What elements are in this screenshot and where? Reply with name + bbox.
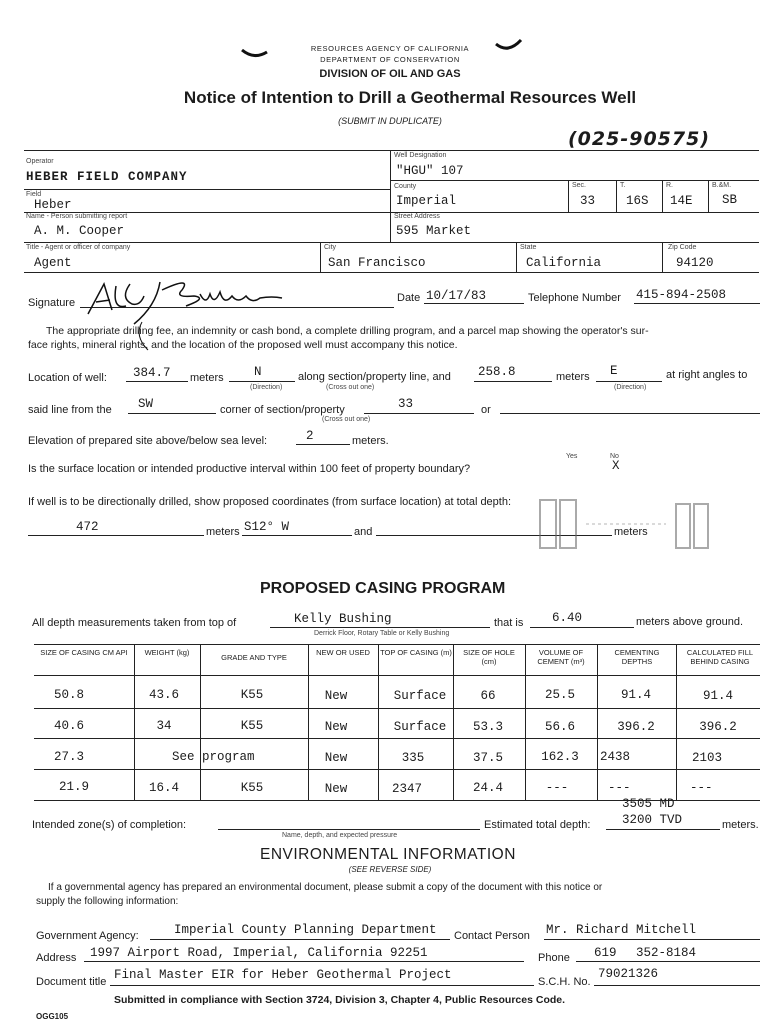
said-line-text: said line from the (28, 404, 112, 416)
address-label: Address (36, 952, 77, 964)
env-intro-line2: supply the following information: (36, 896, 179, 907)
street-label: Street Address (394, 213, 440, 220)
address-value: 1997 Airport Road, Imperial, California 92251 (90, 946, 428, 960)
table-cell: K55 (240, 719, 264, 733)
table-cell: 56.6 (544, 720, 575, 734)
table-cell: 162.3 (541, 750, 579, 764)
seal-mark-left (240, 46, 270, 60)
total-depth-meters: meters. (722, 819, 759, 831)
state-label: State (520, 244, 537, 251)
bm-label: B.&M. (712, 182, 732, 189)
yes-label: Yes (566, 453, 578, 460)
location-direction-1: N (254, 365, 262, 379)
table-cell: 91.4 (620, 688, 651, 702)
sch-value: 79021326 (598, 967, 659, 981)
table-cell: 91.4 (702, 689, 733, 703)
section-value: 33 (398, 397, 414, 411)
col-header-fill: CALCULATED FILL BEHIND CASING (686, 648, 754, 666)
handwritten-api-number: (025-90575) (568, 128, 711, 150)
operator-value: HEBER FIELD COMPANY (26, 170, 188, 184)
contact-label: Contact Person (454, 930, 530, 942)
state-value: California (526, 256, 602, 270)
boundary-answer-mark: X (612, 459, 620, 473)
contact-value: Mr. Richard Mitchell (546, 923, 697, 937)
location-direction-2: E (610, 364, 618, 378)
along-section-text: along section/property line, and (298, 371, 451, 383)
county-label: County (394, 183, 417, 190)
table-cell: --- (690, 781, 713, 795)
col-header-top: TOP OF CASING (m) (380, 648, 452, 657)
telephone-value: 415-894-2508 (636, 288, 727, 302)
env-phone-area: 619 (594, 946, 617, 960)
table-cell: Surface (393, 720, 447, 734)
above-ground-text: meters above ground. (636, 616, 744, 628)
depth-reference-value: Kelly Bushing (294, 612, 392, 626)
corner-value: SW (138, 397, 154, 411)
table-cell: New (324, 720, 348, 734)
table-cell: 2347 (392, 782, 423, 796)
doc-title-label: Document title (36, 976, 107, 988)
casing-heading: PROPOSED CASING PROGRAM (260, 580, 506, 597)
height-value: 6.40 (552, 611, 583, 625)
col-header-new-used: NEW OR USED (316, 648, 370, 657)
table-cell: 43.6 (148, 688, 179, 702)
t-label: T. (620, 182, 626, 189)
seal-mark-right (494, 38, 524, 54)
col-header-cementing: CEMENTING DEPTHS (614, 648, 660, 666)
zip-value: 94120 (676, 256, 714, 270)
county-value: Imperial (396, 194, 457, 208)
location-meters-2: 258.8 (478, 365, 516, 379)
total-depth-label: Estimated total depth: (484, 819, 591, 831)
street-value: 595 Market (396, 224, 472, 238)
col-header-hole: SIZE OF HOLE (cm) (463, 648, 515, 666)
signature-label: Signature (28, 297, 76, 309)
elevation-meters: meters. (352, 435, 389, 447)
submitter-value: A. M. Cooper (34, 224, 125, 238)
right-angles-text: at right angles to (666, 369, 748, 381)
meters-word-2: meters (556, 371, 590, 383)
sec-value: 33 (580, 194, 596, 208)
and-text: and (354, 526, 373, 538)
title-label: Title - Agent or officer of company (26, 244, 131, 251)
form-title: Notice of Intention to Drill a Geothermal Resources Well (183, 88, 637, 107)
location-label: Location of well: (28, 372, 107, 384)
table-cell: 21.9 (58, 780, 89, 794)
table-cell: 2438 (600, 750, 631, 764)
table-cell: 396.2 (617, 720, 655, 734)
directional-text: If well is to be directionally drilled, show proposed coordinates (from surface location) at total depth: (28, 496, 512, 508)
telephone-label: Telephone Number (528, 292, 621, 304)
table-cell: 34 (156, 719, 172, 733)
table-cell: --- (608, 781, 631, 795)
table-cell: 27.3 (53, 750, 84, 764)
t-value: 16S (626, 194, 649, 208)
table-cell: 37.5 (472, 751, 503, 765)
operator-label: Operator (26, 158, 54, 165)
division-name: DIVISION OF OIL AND GAS (319, 68, 461, 80)
corner-of-text: corner of section/property (220, 404, 345, 416)
table-cell: K55 (240, 781, 264, 795)
boundary-question: Is the surface location or intended productive interval within 100 feet of property boundary? (28, 463, 471, 475)
table-cell-see-program: See program (172, 750, 255, 764)
well-designation-label: Well Designation (394, 152, 447, 159)
zip-label: Zip Code (668, 244, 697, 251)
zones-hint: Name, depth, and expected pressure (282, 832, 398, 839)
fee-text-line2: face rights, mineral rights, and the location of the proposed well must accompany this notice. (28, 339, 458, 351)
department-name: DEPARTMENT OF CONSERVATION (320, 55, 460, 64)
location-meters-1: 384.7 (133, 366, 171, 380)
elevation-value: 2 (306, 429, 314, 443)
env-subheading: (SEE REVERSE SIDE) (348, 865, 432, 874)
table-cell: New (324, 689, 348, 703)
table-cell: 66 (480, 689, 496, 703)
env-intro-line1: If a governmental agency has prepared an environmental document, please submit a copy of the document with this notice or (48, 882, 603, 893)
col-header-size: SIZE OF CASING CM API (40, 648, 128, 657)
date-label: Date (397, 292, 421, 304)
that-is-text: that is (494, 617, 524, 629)
env-heading: ENVIRONMENTAL INFORMATION (260, 846, 516, 863)
depth-reference-hint: Derrick Floor, Rotary Table or Kelly Bushing (314, 630, 450, 637)
title-value: Agent (34, 256, 72, 270)
table-cell: 24.4 (472, 781, 503, 795)
table-cell: 335 (401, 751, 425, 765)
field-value: Heber (34, 198, 72, 212)
table-cell: New (324, 782, 348, 796)
agency-name: RESOURCES AGENCY OF CALIFORNIA (310, 44, 470, 53)
fee-text-line1: The appropriate drilling fee, an indemnity or cash bond, a complete drilling program, and a parcel map showing the operator's sur- (46, 325, 649, 337)
table-cell: 2103 (691, 751, 722, 765)
table-cell: 40.6 (53, 719, 84, 733)
depth-measurement-text: All depth measurements taken from top of (32, 617, 237, 629)
table-cell: 396.2 (699, 720, 737, 734)
compliance-statement: Submitted in compliance with Section 3724, Division 3, Chapter 4, Public Resources Code. (114, 994, 566, 1006)
or-text: or (481, 404, 491, 416)
table-cell: 53.3 (472, 720, 503, 734)
sch-label: S.C.H. No. (538, 976, 591, 988)
directional-meters-end: meters (614, 526, 648, 538)
received-stamp (536, 494, 716, 556)
r-label: R. (666, 182, 673, 189)
directional-bearing: S12° W (244, 520, 290, 534)
table-cell: K55 (240, 688, 264, 702)
col-header-weight: WEIGHT (kg) (144, 648, 190, 657)
table-cell: --- (545, 781, 569, 795)
meters-word-1: meters (190, 372, 224, 384)
table-cell: Surface (393, 689, 447, 703)
form-number: OGG105 (36, 1012, 69, 1021)
table-cell: 25.5 (544, 688, 575, 702)
env-phone-number: 352-8184 (636, 946, 697, 960)
no-label: No (610, 453, 619, 460)
total-depth-md: 3505 MD (622, 797, 675, 811)
date-value: 10/17/83 (426, 289, 487, 303)
table-cell: New (324, 751, 348, 765)
submitter-label: Name - Person submitting report (26, 213, 128, 220)
table-cell: 50.8 (53, 688, 84, 702)
cross-out-hint-1: (Cross out one) (326, 384, 375, 391)
table-cell: 16.4 (148, 781, 179, 795)
direction-hint-1: (Direction) (250, 384, 283, 391)
doc-title-value: Final Master EIR for Heber Geothermal Project (114, 968, 452, 982)
meters-word-3: meters (206, 526, 240, 538)
form-subtitle: (SUBMIT IN DUPLICATE) (338, 116, 442, 126)
directional-meters: 472 (76, 520, 99, 534)
r-value: 14E (670, 194, 693, 208)
city-label: City (324, 244, 337, 251)
elevation-label: Elevation of prepared site above/below sea level: (28, 435, 268, 447)
zones-label: Intended zone(s) of completion: (32, 819, 187, 831)
city-value: San Francisco (328, 256, 426, 270)
col-header-volume: VOLUME OF CEMENT (m³) (537, 648, 585, 666)
well-designation-value: "HGU" 107 (396, 164, 464, 178)
bm-value: SB (722, 193, 738, 207)
agency-value: Imperial County Planning Department (174, 923, 437, 937)
cross-out-hint-2: (Cross out one) (322, 416, 371, 423)
env-phone-label: Phone (538, 952, 570, 964)
field-label: Field (26, 191, 42, 198)
sec-label: Sec. (572, 182, 587, 189)
direction-hint-2: (Direction) (614, 384, 647, 391)
agency-label: Government Agency: (36, 930, 139, 942)
col-header-grade: GRADE AND TYPE (221, 653, 287, 662)
total-depth-tvd: 3200 TVD (622, 813, 683, 827)
